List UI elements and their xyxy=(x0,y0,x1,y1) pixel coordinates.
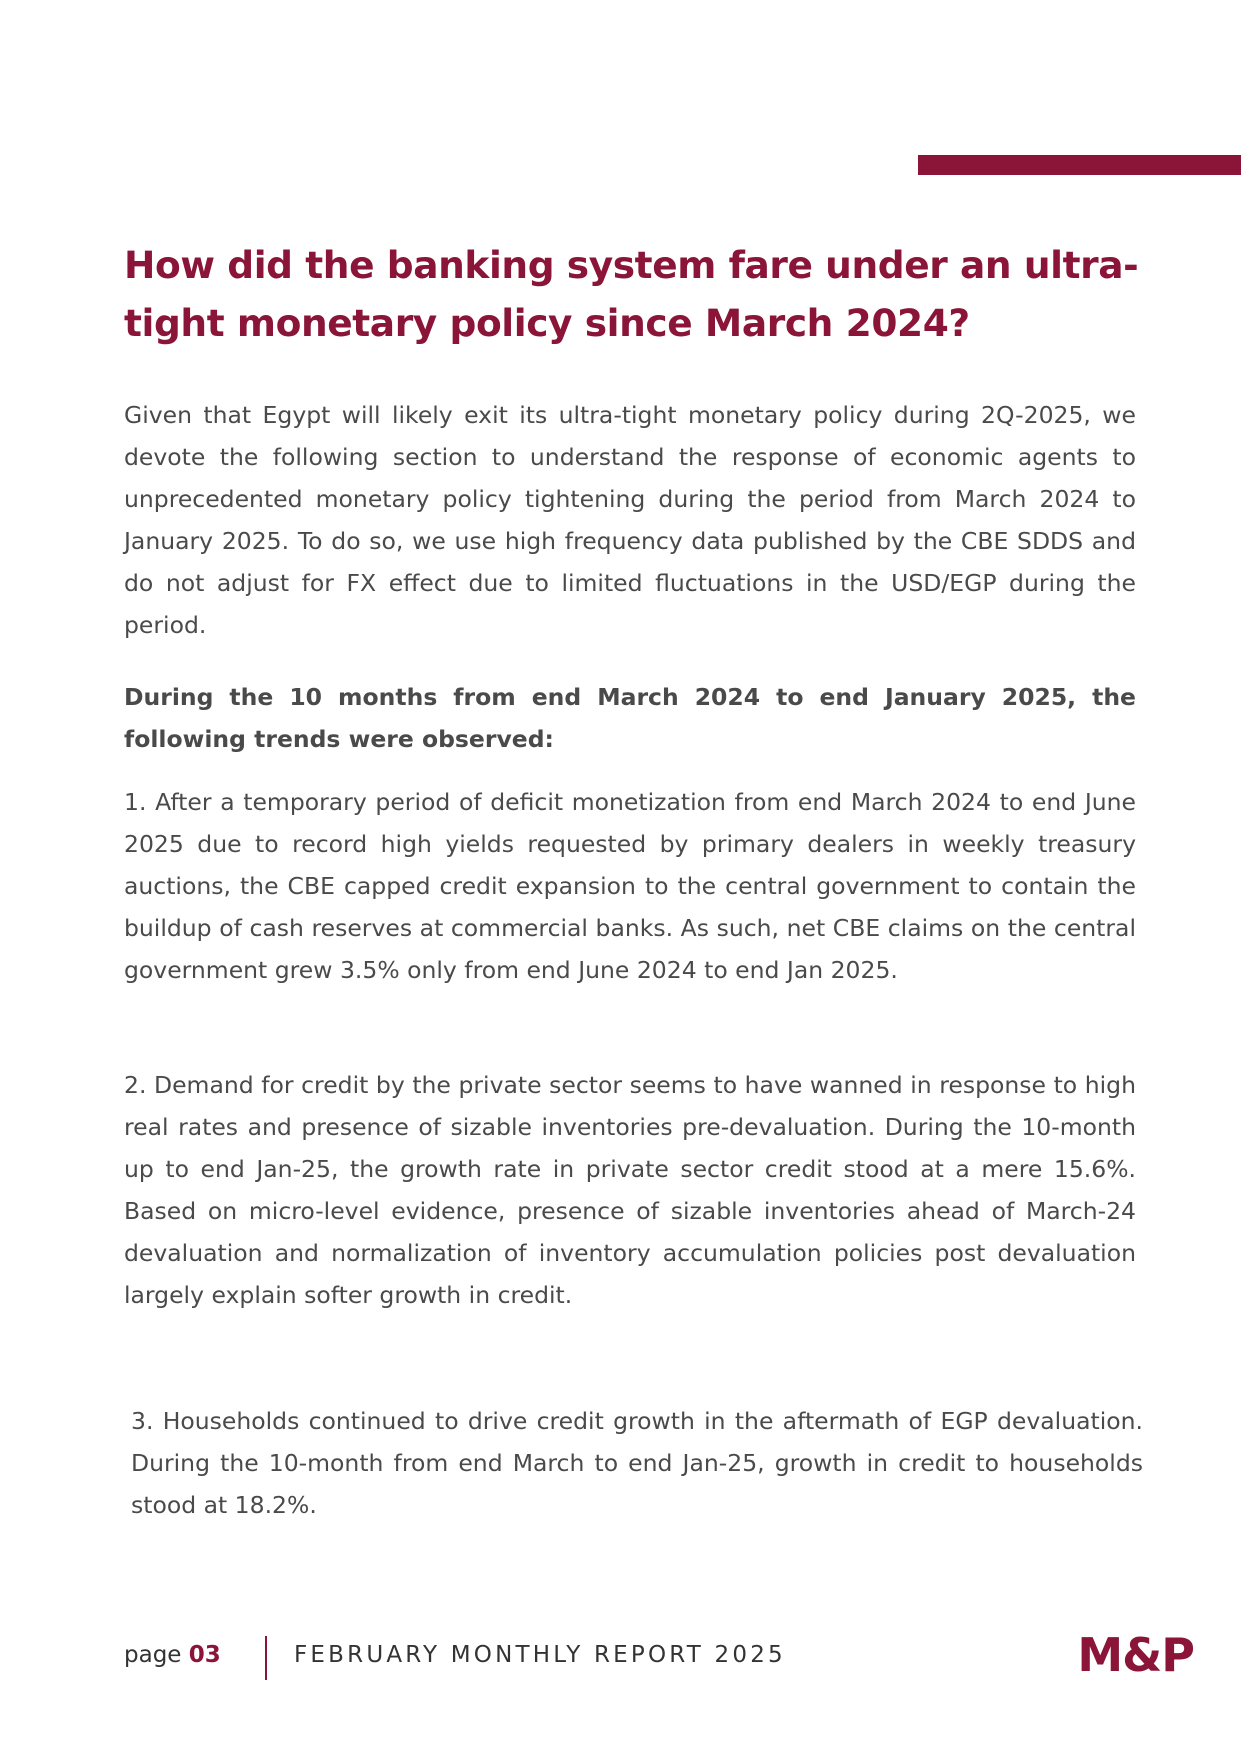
accent-bar xyxy=(918,155,1241,175)
footer-divider xyxy=(265,1636,267,1680)
page-title: How did the banking system fare under an ultra-tight monetary policy since March 2024? xyxy=(124,243,1139,345)
list-item: 3. Households continued to drive credit growth in the aftermath of EGP devaluation. During the 10-month from end March to end Jan-25, growth in credit to households stood at 18.2%. xyxy=(131,1407,1143,1519)
page-footer xyxy=(124,1628,1194,1684)
lead-paragraph: During the 10 months from end March 2024 to end January 2025, the following trends were observed: xyxy=(124,683,1136,753)
page-indicator xyxy=(124,1642,221,1668)
list-item: 1. After a temporary period of deficit monetization from end March 2024 to end June 2025 due to record high yields requested by primary dealers in weekly treasury auctions, the CBE capped credit expansion to the central government to contain the buildup of cash reserves at commercial banks. As such, net CBE claims on the central government grew 3.5% only from end June 2024 to end Jan 2025. xyxy=(124,788,1136,984)
list-item: 2. Demand for credit by the private sector seems to have wanned in response to high real rates and presence of sizable inventories pre-devaluation. During the 10-month up to end Jan-25, the growth rate in private sector credit stood at a mere 15.6%. Based on micro-level evidence, presence of sizable inventories ahead of March-24 devaluation and normalization of inventory accumulation policies post devaluation largely explain softer growth in credit. xyxy=(124,1071,1136,1309)
page-label: page xyxy=(124,1642,182,1668)
brand-logo: M&P xyxy=(1077,1628,1194,1682)
intro-paragraph: Given that Egypt will likely exit its ultra-tight monetary policy during 2Q-2025, we devote the following section to understand the response of economic agents to unprecedented monetary policy tightening during the period from March 2024 to January 2025. To do so, we use high frequency data published by the CBE SDDS and do not adjust for FX effect due to limited fluctuations in the USD/EGP during the period. xyxy=(124,401,1136,639)
page-number: 03 xyxy=(188,1642,221,1668)
report-title: FEBRUARY MONTHLY REPORT 2025 xyxy=(294,1642,786,1668)
